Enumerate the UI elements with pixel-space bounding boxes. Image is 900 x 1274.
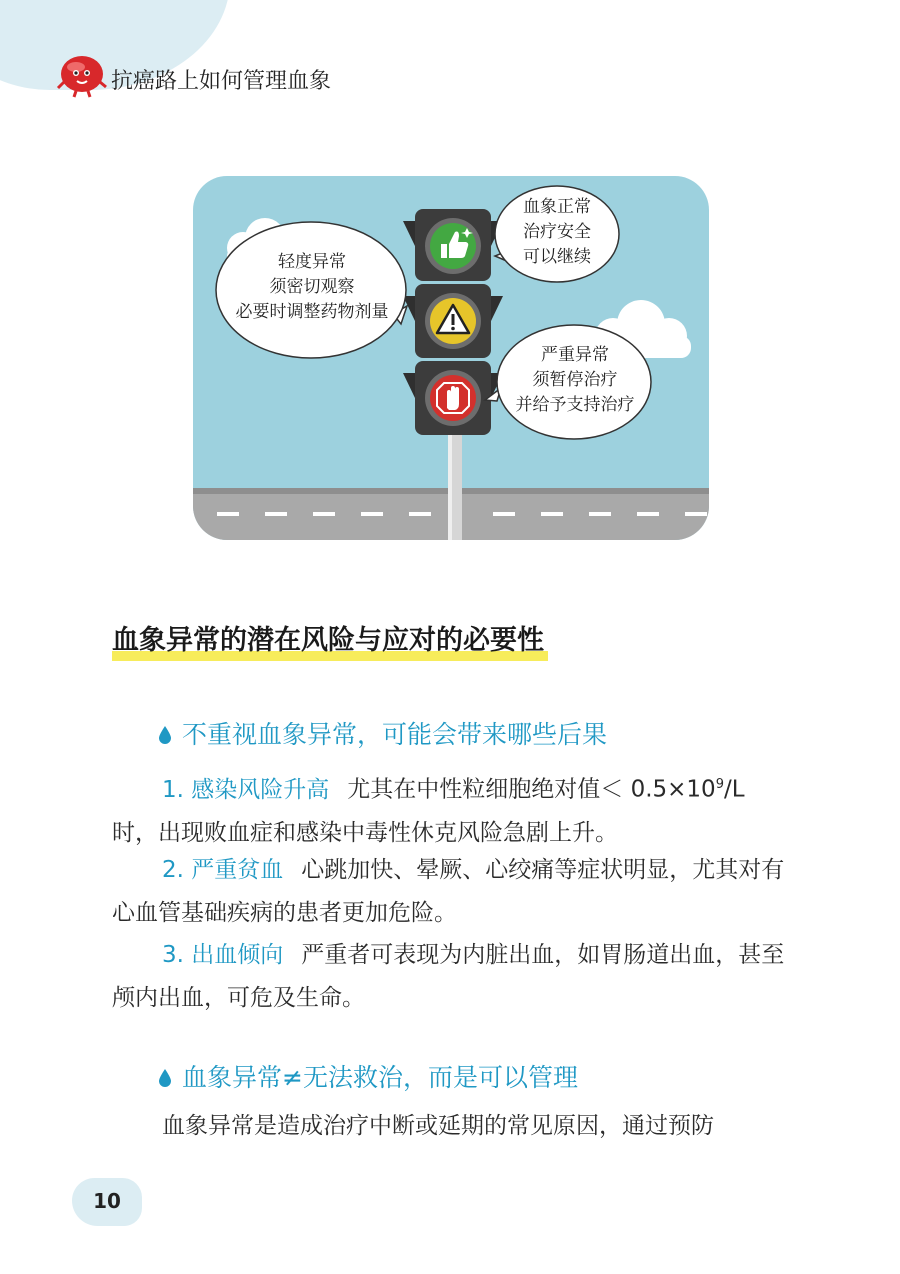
page-number: 10: [93, 1189, 121, 1213]
yellow-light: [425, 293, 481, 349]
list-item: 3. 出血倾向 严重者可表现为内脏出血，如胃肠道出血，甚至颅内出血，可危及生命。: [112, 942, 785, 1011]
list-item: 1. 感染风险升高 尤其在中性粒细胞绝对值＜ $0.5\times 10^9/L$ 时，出现败血症和感染中毒性休克风险急剧上升。: [112, 776, 745, 846]
red-bubble-text: 严重异常 须暂停治疗 并给予支持治疗: [515, 345, 635, 415]
page-number-badge: [72, 1178, 142, 1226]
section-title: 血象异常的潜在风险与应对的必要性: [112, 618, 544, 657]
list-item: 2. 严重贫血 心跳加快、晕厥、心绞痛等症状明显，尤其对有心血管基础疾病的患者更加危险。: [112, 857, 785, 926]
green-bubble-text: 血象正常 治疗安全 可以继续: [523, 197, 591, 267]
green-light: [425, 218, 481, 274]
body-paragraph: 血象异常是造成治疗中断或延期的常见原因，通过预防: [162, 1113, 714, 1139]
yellow-bubble-text: 轻度异常 须密切观察 必要时调整药物剂量: [235, 252, 389, 322]
red-light: [425, 370, 481, 426]
blood-cell-mascot-icon: [56, 52, 108, 98]
droplet-icon: [158, 1068, 172, 1088]
droplet-icon: [158, 725, 172, 745]
header-title: 抗癌路上如何管理血象: [111, 69, 332, 94]
traffic-light-illustration: [193, 176, 709, 540]
subsection-heading-1: 不重视血象异常，可能会带来哪些后果: [158, 715, 607, 751]
subsection-heading-2: 血象异常≠无法救治，而是可以管理: [158, 1058, 578, 1094]
